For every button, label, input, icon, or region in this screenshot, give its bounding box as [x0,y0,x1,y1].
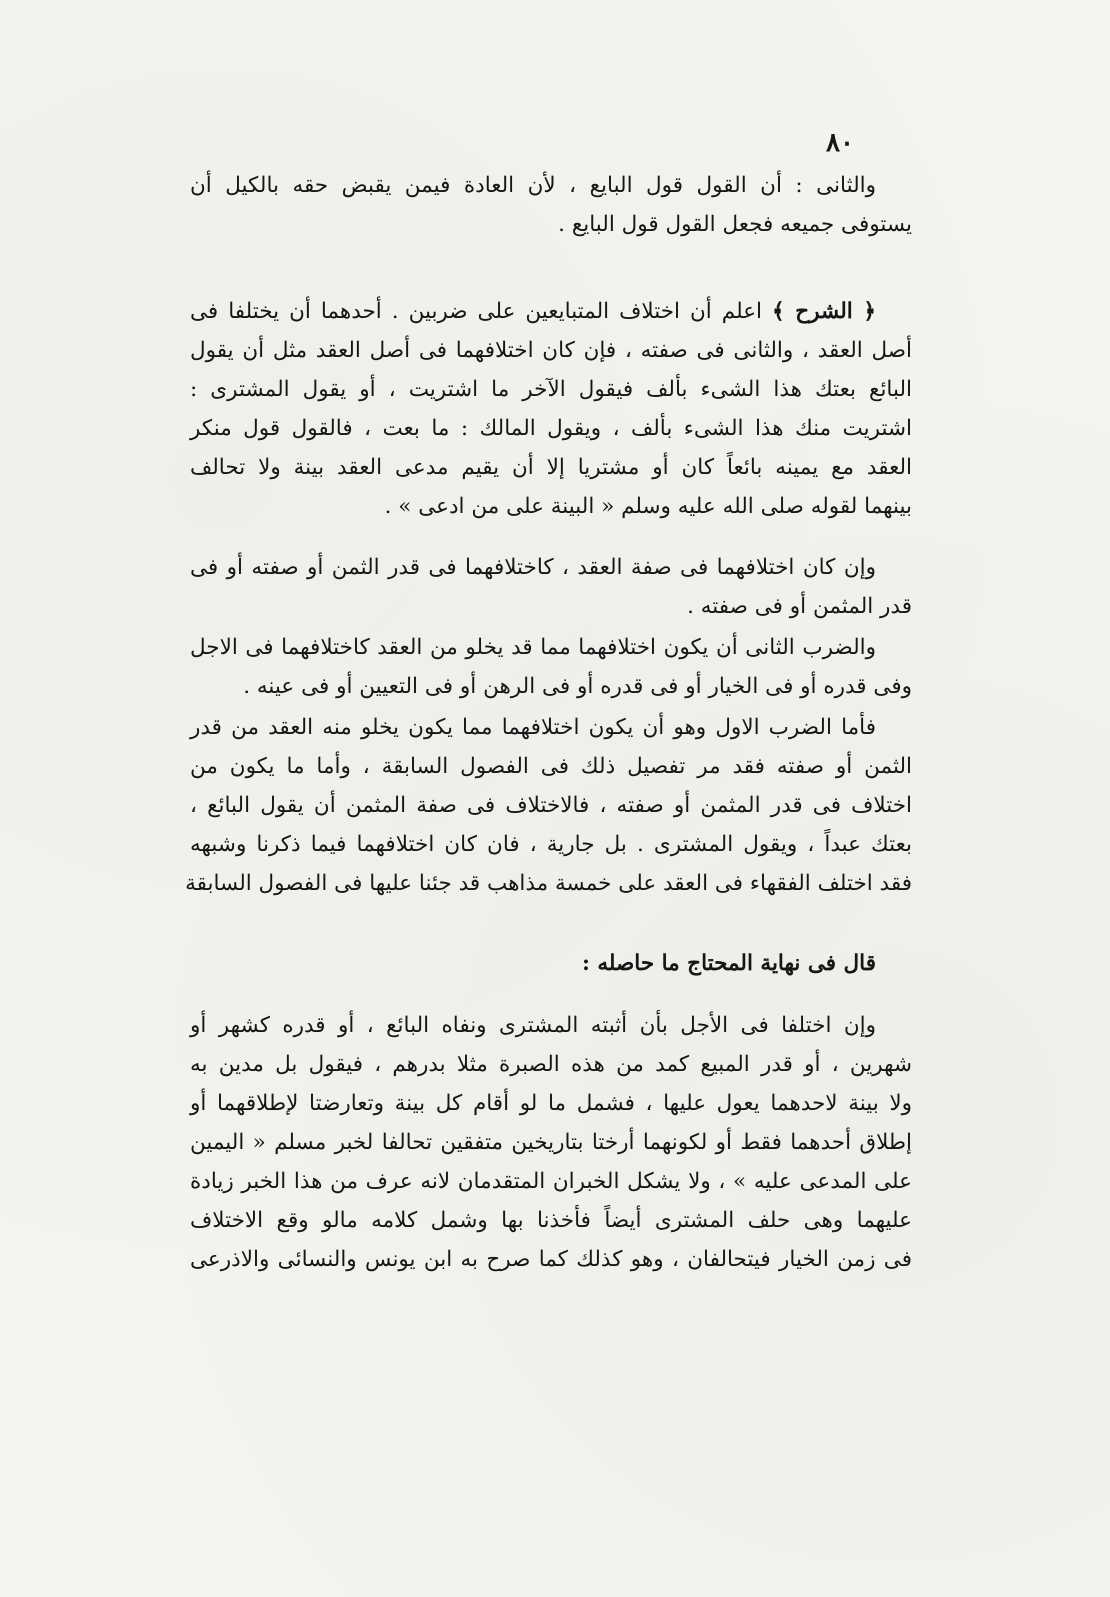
paragraph-2 [190,292,912,526]
text-line: ولا بينة لاحدهما يعول عليها ، فشمل ما لو أقام كل بينة وتعارضتا لإطلاقهما أو [190,1091,912,1116]
text-line [190,292,912,331]
text-line: الثمن أو صفته فقد مر تفصيل ذلك فى الفصول السابقة ، وأما ما يكون من [190,754,912,779]
paragraph-5 [185,708,912,903]
paragraph-6 [190,944,912,983]
text-line: إطلاق أحدهما فقط أو لكونهما أرختا بتاريخين متفقين تحالفا لخبر مسلم « اليمين [190,1130,912,1155]
text-line: والثانى : أن القول قول البايع ، لأن العادة فيمن يقبض حقه بالكيل أن [190,173,876,198]
text-line: وفى قدره أو فى الخيار أو فى قدره أو فى الرهن أو فى التعيين أو فى عينه . [243,674,912,699]
text-line-fragment: اعلم أن اختلاف المتبايعين على ضربين . أحدهما أن يختلفا فى [190,299,763,324]
paragraph-1 [190,166,912,244]
text-line: بعتك عبداً ، ويقول المشترى . بل جارية ، فان كان اختلافهما فيما ذكرنا وشبهه [190,832,912,857]
text-line: يستوفى جميعه فجعل القول قول البايع . [558,212,912,237]
text-line: فى زمن الخيار فيتحالفان ، وهو كذلك كما صرح به ابن يونس والنسائى والاذرعى [190,1247,912,1272]
text-line: عليهما وهى حلف المشترى أيضاً فأخذنا بها وشمل كلامه مالو وقع الاختلاف [190,1208,912,1233]
text-line: قدر المثمن أو فى صفته . [687,594,912,619]
text-line: فقد اختلف الفقهاء فى العقد على خمسة مذاهب قد جئنا عليها فى الفصول السابقة [185,871,912,896]
text-line: وإن كان اختلافهما فى صفة العقد ، كاختلافهما فى قدر الثمن أو صفته أو فى [190,555,876,580]
text-line: اختلاف فى قدر المثمن أو صفته ، فالاختلاف فى صفة المثمن أن يقول البائع ، [190,793,912,818]
paragraph-4 [190,628,912,706]
text-line: والضرب الثانى أن يكون اختلافهما مما قد يخلو من العقد كاختلافهما فى الاجل [190,635,876,660]
text-line: فأما الضرب الاول وهو أن يكون اختلافهما مما يكون يخلو منه العقد من قدر [190,715,876,740]
text-line: اشتريت منك هذا الشىء بألف ، ويقول المالك : ما بعت ، فالقول قول منكر [190,416,912,441]
text-line: شهرين ، أو قدر المبيع كمد من هذه الصبرة مثلا بدرهم ، فيقول بل مدين به [190,1052,912,1077]
sharh-heading: ﴿ الشرح ﴾ [772,299,876,324]
text-line: العقد مع يمينه بائعاً كان أو مشتريا إلا أن يقيم مدعى العقد بينة ولا تحالف [190,455,912,480]
paragraph-7 [190,1006,912,1279]
text-line: على المدعى عليه » ، ولا يشكل الخبران المتقدمان لانه عرف من هذا الخبر زيادة [190,1169,912,1194]
text-line: أصل العقد ، والثانى فى صفته ، فإن كان اختلافهما فى أصل العقد مثل أن يقول [190,338,912,363]
text-line: وإن اختلفا فى الأجل بأن أثبته المشترى ونفاه البائع ، أو قدره كشهر أو [190,1013,876,1038]
text-line: البائع بعتك هذا الشىء بألف فيقول الآخر ما اشتريت ، أو يقول المشترى : [190,377,912,402]
text-line: بينهما لقوله صلى الله عليه وسلم « البينة على من ادعى » . [384,494,912,519]
page-number: ٨٠ [826,128,854,158]
paragraph-3 [190,548,912,626]
text-line: قال فى نهاية المحتاج ما حاصله : [581,951,876,976]
